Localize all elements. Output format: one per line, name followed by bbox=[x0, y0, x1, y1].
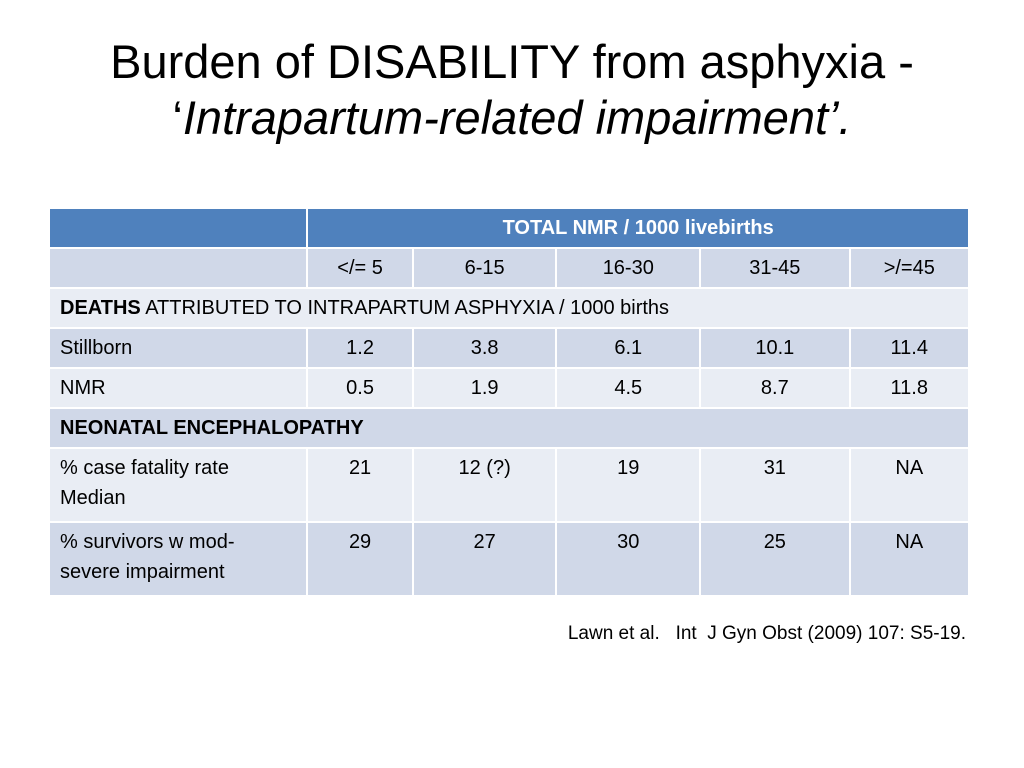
title-line2 bbox=[40, 90, 984, 146]
header-span-cell: TOTAL NMR / 1000 livebirths bbox=[307, 208, 969, 248]
table-cell: 4.5 bbox=[556, 368, 700, 408]
table-cell: 30 bbox=[556, 522, 700, 596]
table-cell: 21 bbox=[307, 448, 412, 522]
table-cell: 10.1 bbox=[700, 328, 849, 368]
table-cell: 25 bbox=[700, 522, 849, 596]
row-label: Stillborn bbox=[49, 328, 307, 368]
section-deaths-bold: DEATHS bbox=[60, 297, 141, 319]
section-encephalopathy-cell: NEONATAL ENCEPHALOPATHY bbox=[49, 408, 969, 448]
table-row bbox=[49, 522, 969, 596]
table-cell: 11.8 bbox=[850, 368, 969, 408]
row-label-line2: Median bbox=[60, 487, 126, 509]
table-cell: 6.1 bbox=[556, 328, 700, 368]
title-italic: Intrapartum-related impairment bbox=[182, 91, 829, 144]
table-cell: 1.2 bbox=[307, 328, 412, 368]
table-cell: NA bbox=[850, 522, 969, 596]
column-header: >/=45 bbox=[850, 248, 969, 288]
column-header: 6-15 bbox=[413, 248, 557, 288]
column-header-blank bbox=[49, 248, 307, 288]
table-cell: 27 bbox=[413, 522, 557, 596]
row-label bbox=[49, 448, 307, 522]
table-cell: 19 bbox=[556, 448, 700, 522]
table-row bbox=[49, 328, 969, 368]
header-row bbox=[49, 208, 969, 248]
citation: Lawn et al. Int J Gyn Obst (2009) 107: S5-19. bbox=[567, 623, 966, 644]
slide-title bbox=[40, 34, 984, 146]
table-row bbox=[49, 368, 969, 408]
section-row-deaths bbox=[49, 288, 969, 328]
table-cell: 11.4 bbox=[850, 328, 969, 368]
table-cell: 12 (?) bbox=[413, 448, 557, 522]
header-blank-cell bbox=[49, 208, 307, 248]
title-close: ’. bbox=[828, 91, 852, 144]
data-table bbox=[48, 207, 970, 597]
title-line1: Burden of DISABILITY from asphyxia - bbox=[110, 35, 914, 88]
row-label-line1: % survivors w mod- bbox=[60, 531, 235, 553]
column-header: </= 5 bbox=[307, 248, 412, 288]
section-deaths-cell bbox=[49, 288, 969, 328]
column-header-row bbox=[49, 248, 969, 288]
title-open-quote: ‘ bbox=[172, 91, 183, 144]
table-row bbox=[49, 448, 969, 522]
table-cell: NA bbox=[850, 448, 969, 522]
table-cell: 31 bbox=[700, 448, 849, 522]
table-cell: 0.5 bbox=[307, 368, 412, 408]
row-label bbox=[49, 522, 307, 596]
row-label-line2: severe impairment bbox=[60, 561, 225, 583]
column-header: 16-30 bbox=[556, 248, 700, 288]
table-cell: 3.8 bbox=[413, 328, 557, 368]
row-label-line1: % case fatality rate bbox=[60, 457, 229, 479]
table-cell: 8.7 bbox=[700, 368, 849, 408]
row-label: NMR bbox=[49, 368, 307, 408]
section-row-encephalopathy bbox=[49, 408, 969, 448]
table-cell: 29 bbox=[307, 522, 412, 596]
column-header: 31-45 bbox=[700, 248, 849, 288]
table-cell: 1.9 bbox=[413, 368, 557, 408]
section-deaths-rest: ATTRIBUTED TO INTRAPARTUM ASPHYXIA / 1000 births bbox=[140, 297, 670, 319]
